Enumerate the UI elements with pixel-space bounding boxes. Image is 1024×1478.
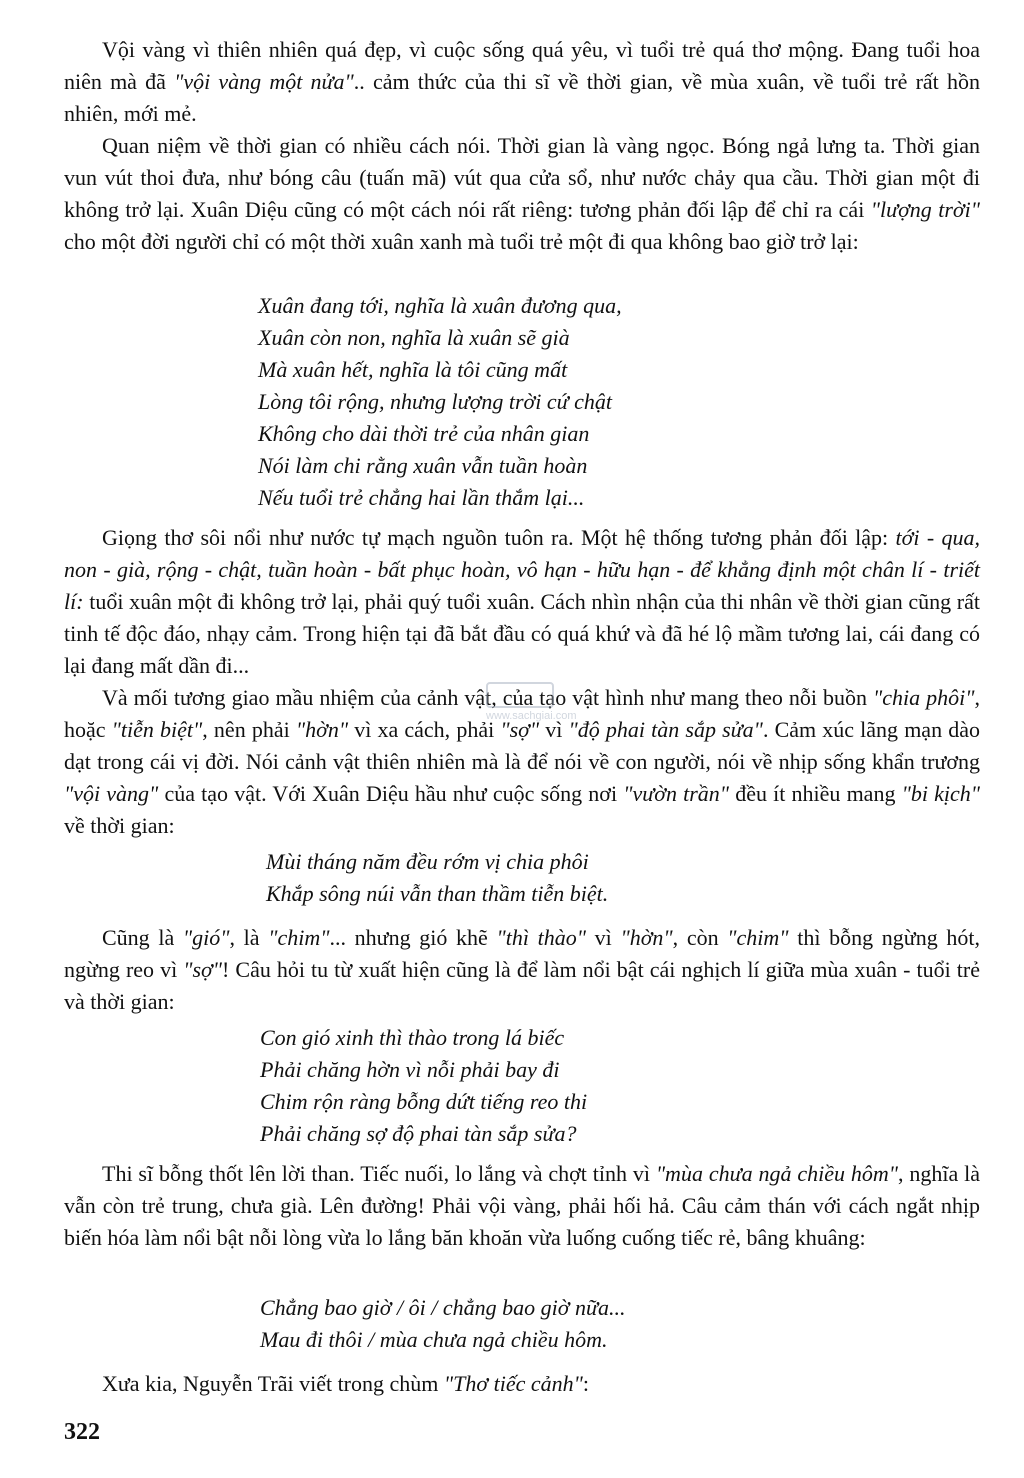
watermark-logo-icon: [486, 682, 554, 708]
italic-text-run: "mùa chưa ngả chiều hôm": [655, 1161, 898, 1186]
text-run: , hoặc: [64, 685, 980, 742]
verse-line: Mà xuân hết, nghĩa là tôi cũng mất: [258, 357, 568, 382]
text-run: , là: [229, 925, 269, 950]
verse-line: Xuân còn non, nghĩa là xuân sẽ già: [258, 325, 570, 350]
italic-text-run: "lượng trời": [870, 197, 980, 222]
verse-line: Chim rộn ràng bỗng dứt tiếng reo thi: [260, 1089, 588, 1114]
paragraph-2: [64, 130, 980, 258]
text-run: về thời gian:: [64, 813, 175, 838]
italic-text-run: "chim": [727, 925, 789, 950]
italic-text-run: "chim": [268, 925, 330, 950]
verse-line: Phải chăng sợ độ phai tàn sắp sửa?: [260, 1121, 577, 1146]
verse-block-2: [266, 846, 608, 910]
text-run: Cũng là: [102, 925, 183, 950]
text-run: , nên phải: [202, 717, 296, 742]
text-run: Và mối tương giao mầu nhiệm của cảnh vật, của tạo vật hình như mang theo nỗi buồn: [102, 685, 874, 710]
text-run: cho một đời người chỉ có một thời xuân xanh mà tuổi trẻ một đi qua không bao giờ trở lại:: [64, 229, 859, 254]
text-run: thì bỗng ngừng hót, ngừng reo vì: [64, 925, 980, 982]
verse-line: Con gió xinh thì thào trong lá biếc: [260, 1025, 565, 1050]
text-run: vì xa cách, phải: [348, 717, 501, 742]
text-run: tuổi xuân một đi không trở lại, phải quý tuổi xuân. Cách nhìn nhận của thi nhân về thời gian cũng rất tinh tế độc đáo, nhạy cảm. Trong hiện tại đã bắt đầu có quá khứ và đã hé lộ mầm tương lai, cái đang có lại đang mất dần đi...: [64, 589, 980, 678]
verse-line: Nói làm chi rằng xuân vẫn tuần hoàn: [258, 453, 588, 478]
verse-block-4: [260, 1292, 625, 1356]
italic-text-run: "hờn": [620, 925, 673, 950]
verse-line: Nếu tuổi trẻ chẳng hai lần thắm lại...: [258, 485, 585, 510]
text-run: Thi sĩ bỗng thốt lên lời than. Tiếc nuối, lo lắng và chợt tỉnh vì: [102, 1161, 656, 1186]
italic-text-run: "chia phôi": [873, 685, 975, 710]
text-run: . Cảm xúc lãng mạn dào dạt trong cái vị đời. Nói cảnh vật thiên nhiên mà là để nói về con người, nói về nhịp sống khẩn trương: [64, 717, 980, 774]
italic-text-run: "sợ": [500, 717, 540, 742]
italic-text-run: "độ phai tàn sắp sửa": [568, 717, 763, 742]
text-run: vì: [585, 925, 621, 950]
paragraph-6: [64, 1158, 980, 1254]
italic-text-run: "thì thào": [496, 925, 586, 950]
italic-text-run: "sợ": [183, 957, 223, 982]
text-run: , còn: [672, 925, 728, 950]
text-run: , nghĩa là vẫn còn trẻ trung, chưa già. Lên đường! Phải vội vàng, phải hối hả. Câu cảm thán với cách ngắt nhịp biến hóa làm nổi bật nỗi lòng vừa lo lắng băn khoăn vừa luống cuống tiếc rẻ, bâng khuâng:: [64, 1161, 980, 1250]
paragraph-1: [64, 34, 980, 130]
italic-text-run: "Thơ tiếc cảnh": [443, 1371, 583, 1396]
text-run: ! Câu hỏi tu từ xuất hiện cũng là để làm nổi bật cái nghịch lí giữa mùa xuân - tuổi trẻ và thời gian:: [64, 957, 980, 1014]
text-run: Quan niệm về thời gian có nhiều cách nói. Thời gian là vàng ngọc. Bóng ngả lưng ta. Thời gian vun vút thoi đưa, như bóng câu (tuấn mã) vút qua cửa sổ, như nước chảy qua cầu. Thời gian một đi không trở lại. Xuân Diệu cũng có một cách nói rất riêng: tương phản đối lập để chỉ ra cái: [64, 133, 980, 222]
text-run: đều ít nhiều mang: [729, 781, 902, 806]
text-run: .. cảm thức của thi sĩ về thời gian, về mùa xuân, về tuổi trẻ rất hồn nhiên, mới mẻ.: [64, 69, 980, 126]
verse-line: Lòng tôi rộng, nhưng lượng trời cứ chật: [258, 389, 613, 414]
text-run: Vội vàng vì thiên nhiên quá đẹp, vì cuộc sống quá yêu, vì tuổi trẻ quá thơ mộng. Đang tuổi hoa niên mà đã: [64, 37, 980, 94]
verse-line: Mau đi thôi / mùa chưa ngả chiều hôm.: [260, 1327, 608, 1352]
paragraph-7: [64, 1368, 980, 1400]
text-run: ... nhưng gió khẽ: [329, 925, 497, 950]
page-number: 322: [64, 1419, 100, 1445]
verse-line: Chẳng bao giờ / ôi / chẳng bao giờ nữa...: [260, 1295, 626, 1320]
text-run: vì: [539, 717, 569, 742]
italic-text-run: "vội vàng một nửa": [174, 69, 354, 94]
verse-line: Phải chăng hờn vì nỗi phải bay đi: [260, 1057, 560, 1082]
verse-line: Xuân đang tới, nghĩa là xuân đương qua,: [258, 293, 622, 318]
italic-text-run: "vườn trần": [623, 781, 730, 806]
watermark-text: www.sachgiai.com: [486, 710, 577, 722]
text-run: của tạo vật. Với Xuân Diệu hầu như cuộc sống nơi: [158, 781, 624, 806]
watermark: [486, 682, 576, 722]
verse-line: Khắp sông núi vẫn than thầm tiễn biệt.: [266, 881, 609, 906]
paragraph-3: [64, 522, 980, 682]
italic-text-run: "vội vàng": [64, 781, 159, 806]
verse-block-1: [258, 290, 622, 514]
italic-text-run: tới - qua, non - già, rộng - chật, tuần hoàn - bất phục hoàn, vô hạn - hữu hạn - để khẳng định một chân lí - triết lí:: [64, 525, 981, 614]
verse-line: Không cho dài thời trẻ của nhân gian: [258, 421, 590, 446]
italic-text-run: "tiễn biệt": [111, 717, 203, 742]
italic-text-run: "hờn": [295, 717, 349, 742]
text-run: :: [582, 1371, 589, 1396]
paragraph-5: [64, 922, 980, 1018]
italic-text-run: "gió": [182, 925, 230, 950]
italic-text-run: "bi kịch": [901, 781, 981, 806]
verse-line: Mùi tháng năm đều rớm vị chia phôi: [266, 849, 589, 874]
verse-block-3: [260, 1022, 587, 1150]
text-run: Xưa kia, Nguyễn Trãi viết trong chùm: [102, 1371, 444, 1396]
text-run: Giọng thơ sôi nổi như nước tự mạch nguồn tuôn ra. Một hệ thống tương phản đối lập:: [102, 525, 896, 550]
